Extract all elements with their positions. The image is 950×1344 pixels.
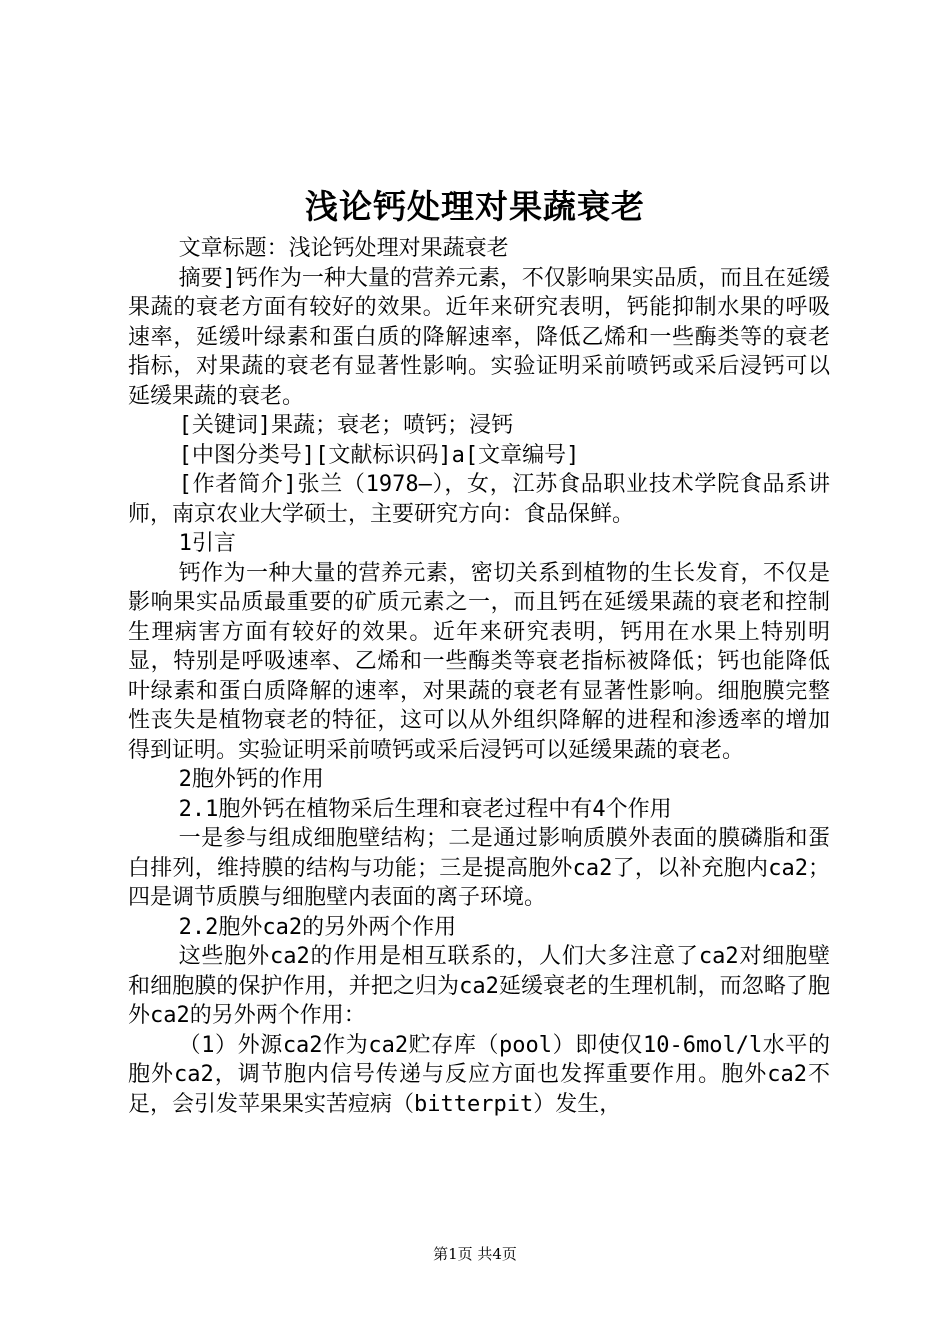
- section-heading-introduction: 1引言: [178, 531, 236, 556]
- paragraph-role-1: （1）外源ca2作为ca2贮存库（pool）即使仅10-6mol/l水平的胞外ca2，调节胞内信号传递与反应方面也发挥重要作用。胞外ca2不足，会引发苹果果实苦痘病（bitterpit）发生，: [128, 1032, 830, 1117]
- section-heading-extracellular-calcium: 2胞外钙的作用: [178, 767, 324, 792]
- document-title: 浅论钙处理对果蔬衰老: [305, 187, 645, 226]
- paragraph-abstract: 摘要]钙作为一种大量的营养元素，不仅影响果实品质，而且在延缓果蔬的衰老方面有较好的效果。近年来研究表明，钙能抑制水果的呼吸速率，延缓叶绿素和蛋白质的降解速率，降低乙烯和一些酶类等的衰老指标，对果蔬的衰老有显著性影响。实验证明采前喷钙或采后浸钙可以延缓果蔬的衰老。: [128, 265, 830, 409]
- paragraph-four-roles: 一是参与组成细胞壁结构；二是通过影响质膜外表面的膜磷脂和蛋白排列，维持膜的结构与功能；三是提高胞外ca2了，以补充胞内ca2；四是调节质膜与细胞壁内表面的离子环境。: [128, 826, 830, 910]
- subsection-heading-2-1: 2.1胞外钙在植物采后生理和衰老过程中有4个作用: [178, 796, 672, 822]
- page-footer: 第1页 共4页: [433, 1245, 517, 1263]
- paragraph-article-title: 文章标题：浅论钙处理对果蔬衰老: [178, 236, 509, 261]
- paragraph-two-roles: 这些胞外ca2的作用是相互联系的，人们大多注意了ca2对细胞壁和细胞膜的保护作用，并把之归为ca2延缓衰老的生理机制，而忽略了胞外ca2的另外两个作用：: [128, 944, 830, 1028]
- paragraph-author-bio: [作者简介]张兰（1978—），女，江苏食品职业技术学院食品系讲师，南京农业大学硕士，主要研究方向：食品保鲜。: [128, 472, 830, 527]
- paragraph-introduction: 钙作为一种大量的营养元素，密切关系到植物的生长发育，不仅是影响果实品质最重要的矿质元素之一，而且钙在延缓果蔬的衰老和控制生理病害方面有较好的效果。近年来研究表明，钙用在水果上特别明显，特别是呼吸速率、乙烯和一些酶类等衰老指标被降低；钙也能降低叶绿素和蛋白质降解的速率，对果蔬的衰老有显著性影响。细胞膜完整性丧失是植物衰老的特征，这可以从外组织降解的进程和渗透率的增加得到证明。实验证明采前喷钙或采后浸钙可以延缓果蔬的衰老。: [128, 560, 830, 763]
- paragraph-classification: [中图分类号][文献标识码]a[文章编号]: [178, 442, 580, 468]
- subsection-heading-2-2: 2.2胞外ca2的另外两个作用: [178, 914, 457, 940]
- document-body: [128, 234, 830, 1119]
- paragraph-keywords: [关键词]果蔬；衰老；喷钙；浸钙: [178, 413, 514, 438]
